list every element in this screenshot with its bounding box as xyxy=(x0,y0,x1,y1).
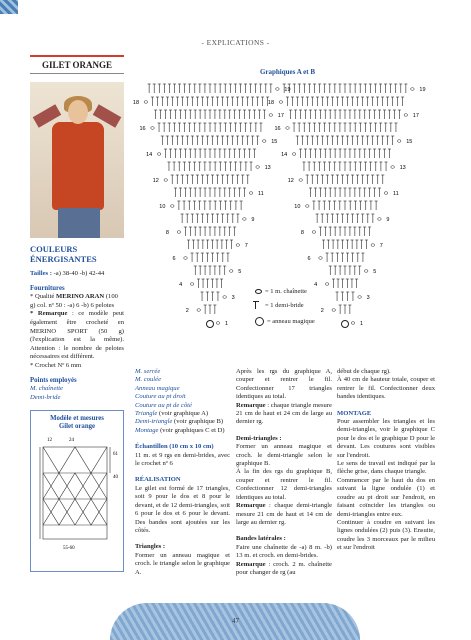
left-column xyxy=(30,55,124,572)
row-number: 9 xyxy=(386,217,390,223)
dim-24: 24 xyxy=(69,438,74,444)
row-number: 1 xyxy=(225,321,229,327)
supplies-heading: Fournitures xyxy=(30,284,65,292)
col4-p2: À 40 cm de hauteur totale, couper et rentrer le fil. Confectionner deux bandes identiques. xyxy=(337,376,435,401)
dim-55-60: 55-60 xyxy=(63,546,75,552)
chain-symbol-icon xyxy=(255,289,262,294)
pattern-title: GILET ORANGE xyxy=(30,55,124,74)
hdc-symbol-icon xyxy=(255,301,262,309)
row-number: 6 xyxy=(172,256,176,262)
legend-chain-text: = 1 m. chaînette xyxy=(265,287,307,295)
supplies-line: * Qualité MERINO ARAN (100 g) col. nº 50 : -a) 6 -b) 6 pelotes xyxy=(30,293,118,309)
bands-text: Faire une chaînette de -a) 8 m. -b) 13 m. et croch. en demi-brides. xyxy=(236,543,332,560)
row-number: 3 xyxy=(231,295,235,301)
row-number: 8 xyxy=(165,230,169,236)
col4-p3: Pour assembler les triangles et les demi-triangles, voir le graphique C pour le dos et le graphique D pour le devant. Les coutures sont visibles sur l'endroit. xyxy=(337,418,435,459)
stitch-list: M. serrée M. coulée Anneau magique Couture au pt droit Couture au pt de côté Triangle (voir graphique A) Demi-triangle (voir graphique B) Montage (voir graphiques C et D) xyxy=(135,368,225,434)
col3-p1: Après les rgs du graphique A, couper et rentrer le fil. Confectionner 17 triangles identiques au total. xyxy=(236,368,332,401)
realisation-heading: RÉALISATION xyxy=(135,476,181,484)
magic-ring-icon xyxy=(255,317,264,326)
col4-p5: Commencer par le haut du dos en suivant la ligne ondulée (1) et coudre au pt droit sur l'endroit, en faisant coïncider les triangles ou demi-triangles entre eux. xyxy=(337,476,435,518)
row-number: 12 xyxy=(152,178,159,184)
col3-remark-3: Remarque : croch. 2 m. chaînette pour changer de rg (au xyxy=(236,560,332,576)
graph-title: Graphiques A et B xyxy=(259,68,316,76)
legend xyxy=(255,286,315,326)
row-number: 11 xyxy=(258,191,264,197)
col4-p6: Continuer à coudre en suivant les lignes ondulées (2) puis (3). Ensuite, coudre les 3 morceaux par le milieu et sur l'endroit xyxy=(337,518,435,552)
row-number: 14 xyxy=(146,152,153,158)
dim-12: 12 xyxy=(47,438,52,444)
row-number: 4 xyxy=(179,282,183,288)
row-number: 2 xyxy=(320,308,324,314)
col3-remark-2: Remarque : chaque demi-triangle mesure 21 cm de haut et 14 cm de large au dernier rg. xyxy=(236,502,332,526)
realisation-text: Le gilet est formé de 17 triangles, soit 9 pour le dos et 8 pour le devant, et de 12 demi-triangles, soit 6 pour le dos et 6 pour le devant. Des bandes sont ajoutées sur les côtés. xyxy=(135,484,230,534)
row-number: 8 xyxy=(300,230,304,236)
colors-heading: COULEURS ÉNERGISANTES xyxy=(30,244,97,264)
remark: * Remarque : ce modèle peut également être crocheté en MERINO SPORT (50 g) (l'explication est la même). Attention : le nombre de pelotes nécessaires est différent. xyxy=(30,310,124,361)
row-number: 15 xyxy=(271,139,278,145)
page-number: 47 xyxy=(232,617,239,625)
sizes: Tailles : -a) 38-40 -b) 42-44 xyxy=(30,270,105,277)
demi-heading: Demi-triangles : xyxy=(236,434,282,442)
row-number: 7 xyxy=(379,243,383,249)
col3-remark-1: Remarque : chaque triangle mesure 21 cm de haut et 24 cm de large au dernier rg. xyxy=(236,401,332,426)
row-number: 6 xyxy=(307,256,311,262)
corner-decoration xyxy=(0,0,18,14)
dim-61: 61 xyxy=(113,452,118,458)
section-header: - EXPLICATIONS - xyxy=(201,38,270,47)
col4-p4: Le sens de travail est indiqué par la flèche grise, dans chaque triangle. xyxy=(337,460,435,476)
gauge-heading: Échantillon (10 cm x 10 cm) xyxy=(135,443,214,451)
row-number: 3 xyxy=(366,295,370,301)
triangles-heading: Triangles : xyxy=(135,543,166,551)
row-number: 14 xyxy=(281,152,288,158)
points-heading: Points employés xyxy=(30,376,77,384)
model-photo xyxy=(30,82,124,238)
column-4 xyxy=(337,368,435,553)
row-number: 17 xyxy=(412,113,419,119)
row-number: 12 xyxy=(287,178,294,184)
row-number: 16 xyxy=(274,126,281,132)
demi-text-2: À la fin des rgs du graphique B, couper et rentrer le fil. Confectionner 12 demi-triangles identiques au total. xyxy=(236,468,332,501)
bands-heading: Bandes latérales : xyxy=(236,535,286,543)
row-number: 2 xyxy=(185,308,189,314)
gauge-text: 11 m. et 9 rgs en demi-brides, avec le crochet nº 6 xyxy=(135,451,230,468)
row-number: 11 xyxy=(393,191,399,197)
schema-diagram xyxy=(35,433,121,553)
row-number: 9 xyxy=(251,217,255,223)
legend-hdc-text: = 1 demi-bride xyxy=(265,301,304,309)
row-number: 17 xyxy=(277,113,284,119)
row-number: 13 xyxy=(264,165,271,171)
row-number: 18 xyxy=(132,100,140,106)
demi-text: Former un anneau magique et croch. le demi-triangle selon le graphique B. xyxy=(236,443,332,468)
column-2 xyxy=(135,368,230,577)
point-hdc: Demi-bride xyxy=(30,393,61,401)
column-3 xyxy=(236,368,332,577)
row-number: 10 xyxy=(294,204,301,210)
row-number: 18 xyxy=(267,100,275,106)
row-number: 19 xyxy=(284,87,291,93)
row-number: 1 xyxy=(360,321,364,327)
row-number: 16 xyxy=(139,126,146,132)
row-number: 4 xyxy=(314,282,318,288)
hook: * Crochet Nº 6 mm xyxy=(30,361,82,369)
row-number: 15 xyxy=(406,139,413,145)
measurement-schema: Modèle et mesures Gilet orange 12 24 61 40 55-60 xyxy=(30,410,124,572)
row-number: 19 xyxy=(419,87,426,93)
triangles-text: Former un anneau magique et croch. le triangle selon le graphique A. xyxy=(135,551,230,576)
point-chain: M. chaînette xyxy=(30,385,63,393)
legend-ring-text: = anneau magique xyxy=(267,317,315,325)
row-number: 5 xyxy=(238,269,242,275)
dim-40: 40 xyxy=(113,475,118,481)
row-number: 7 xyxy=(244,243,248,249)
row-number: 13 xyxy=(399,165,406,171)
montage-heading: MONTAGE xyxy=(337,409,372,417)
col4-p1: début de chaque rg). xyxy=(337,368,391,375)
row-number: 10 xyxy=(159,204,166,210)
row-number: 5 xyxy=(373,269,377,275)
